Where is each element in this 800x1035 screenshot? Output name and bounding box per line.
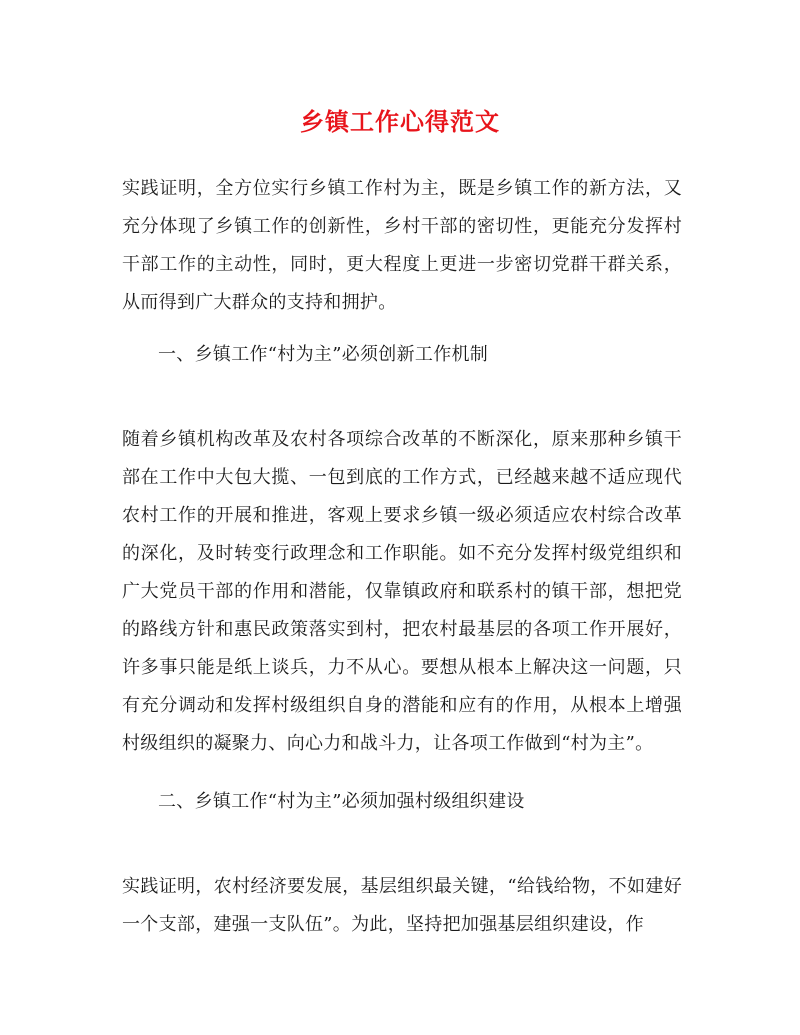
paragraph-section-2: 实践证明，农村经济要发展，基层组织最关键，“给钱给物，不如建好一个支部，建强一支队伍”。为此，坚持把加强基层组织建设，作 [122, 876, 682, 935]
paragraph-intro: 实践证明，全方位实行乡镇工作村为主，既是乡镇工作的新方法，又充分体现了乡镇工作的创新性，乡村干部的密切性，更能充分发挥村干部工作的主动性，同时，更大程度上更进一步密切党群干群关系，从而得到广大群众的支持和拥护。 [122, 178, 682, 313]
document-title: 乡镇工作心得范文 [300, 107, 500, 136]
paragraph-section-1: 随着乡镇机构改革及农村各项综合改革的不断深化，原来那种乡镇干部在工作中大包大揽、一包到底的工作方式，已经越来越不适应现代农村工作的开展和推进，客观上要求乡镇一级必须适应农村综合改革的深化，及时转变行政理念和工作职能。如不充分发挥村级党组织和广大党员干部的作用和潜能，仅靠镇政府和联系村的镇干部，想把党的路线方针和惠民政策落实到村，把农村最基层的各项工作开展好，许多事只能是纸上谈兵，力不从心。要想从根本上解决这一问题，只有充分调动和发挥村级组织自身的潜能和应有的作用，从根本上增强村级组织的凝聚力、向心力和战斗力，让各项工作做到“村为主”。 [122, 429, 682, 754]
section-heading-1: 一、乡镇工作“村为主”必须创新工作机制 [158, 344, 489, 365]
section-heading-2: 二、乡镇工作“村为主”必须加强村级组织建设 [158, 791, 525, 812]
